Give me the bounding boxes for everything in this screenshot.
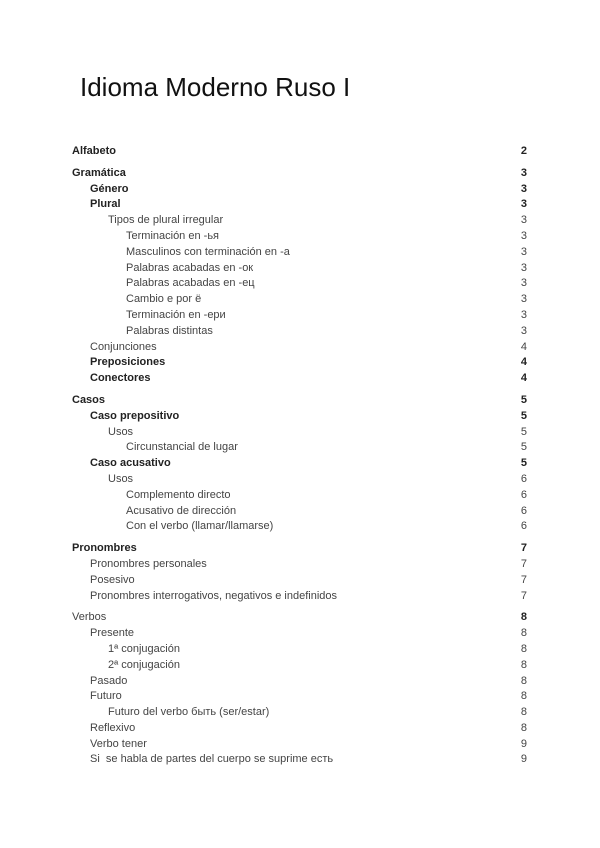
toc-entry[interactable]: [72, 371, 527, 387]
toc-entry[interactable]: [72, 472, 527, 488]
toc-entry-label: Futuro: [90, 690, 122, 703]
toc-entry-label: Preposiciones: [90, 356, 166, 369]
toc-entry[interactable]: [72, 276, 527, 292]
toc-entry-page: 3: [520, 229, 527, 242]
toc-entry-label: Palabras acabadas en -ок: [126, 261, 254, 274]
toc-entry[interactable]: [72, 425, 527, 441]
toc-entry[interactable]: [72, 488, 527, 504]
toc-entry-label: Reflexivo: [90, 721, 136, 734]
toc-entry[interactable]: [72, 245, 527, 261]
toc-entry-page: 6: [520, 488, 527, 501]
toc-entry-page: 3: [520, 245, 527, 258]
toc-entry-page: 9: [520, 737, 527, 750]
toc-entry-page: 5: [520, 393, 527, 406]
toc-entry[interactable]: [72, 229, 527, 245]
toc-entry[interactable]: [72, 541, 527, 557]
toc-entry-label: Gramática: [72, 166, 126, 179]
toc-entry-page: 6: [520, 472, 527, 485]
toc-entry-label: Pasado: [90, 674, 128, 687]
toc-entry-page: 3: [520, 277, 527, 290]
toc-entry[interactable]: [72, 737, 527, 753]
toc-entry[interactable]: [72, 213, 527, 229]
toc-entry-page: 6: [520, 520, 527, 533]
toc-entry-page: 5: [520, 409, 527, 422]
toc-entry-page: 3: [520, 308, 527, 321]
toc-entry-label: Si se habla de partes del cuerpo se suprime есть: [90, 753, 334, 766]
toc-entry-page: 3: [520, 293, 527, 306]
toc-entry-label: Posesivo: [90, 573, 135, 586]
toc-entry-label: Casos: [72, 393, 106, 406]
toc-entry[interactable]: [72, 409, 527, 425]
toc-entry[interactable]: [72, 658, 527, 674]
toc-entry-label: Presente: [90, 627, 135, 640]
toc-entry-page: 3: [520, 261, 527, 274]
toc-entry-page: 7: [520, 542, 527, 555]
toc-entry[interactable]: [72, 166, 527, 182]
toc-entry-label: Palabras distintas: [126, 324, 213, 337]
toc-entry-page: 8: [520, 658, 527, 671]
toc-entry[interactable]: [72, 721, 527, 737]
toc-entry-page: 9: [520, 753, 527, 766]
toc-entry-label: Complemento directo: [126, 488, 231, 501]
toc-entry-label: Circunstancial de lugar: [126, 441, 238, 454]
toc-entry-page: 4: [520, 340, 527, 353]
toc-entry-label: Terminación en -ья: [126, 229, 220, 242]
toc-entry[interactable]: [72, 324, 527, 340]
toc-entry[interactable]: [72, 519, 527, 535]
toc-entry-label: Usos: [108, 425, 134, 438]
toc-entry[interactable]: [72, 144, 527, 160]
toc-entry-page: 6: [520, 504, 527, 517]
toc-entry-page: 3: [520, 324, 527, 337]
toc-entry-label: Pronombres interrogativos, negativos e indefinidos: [90, 589, 338, 602]
toc-entry-label: Pronombres personales: [90, 557, 207, 570]
toc-entry[interactable]: [72, 182, 527, 198]
toc-entry[interactable]: [72, 626, 527, 642]
toc-entry-page: 5: [520, 441, 527, 454]
toc-entry[interactable]: [72, 752, 527, 768]
toc-entry-label: Acusativo de dirección: [126, 504, 237, 517]
toc-entry-label: Alfabeto: [72, 145, 116, 157]
toc-entry[interactable]: [72, 674, 527, 690]
toc-entry-page: 5: [520, 457, 527, 470]
toc-entry-page: 7: [520, 589, 527, 602]
toc-entry[interactable]: [72, 705, 527, 721]
toc-entry[interactable]: [72, 308, 527, 324]
toc-entry-page: 7: [520, 573, 527, 586]
toc-entry-label: Con el verbo (llamar/llamarse): [126, 520, 274, 533]
toc-entry-page: 8: [520, 627, 527, 640]
toc-entry-page: 5: [520, 425, 527, 438]
toc-entry-label: Caso prepositivo: [90, 409, 180, 422]
toc-entry[interactable]: [72, 456, 527, 472]
toc-entry-label: Conectores: [90, 372, 151, 385]
toc-entry[interactable]: [72, 610, 527, 626]
toc-entry-label: Pronombres: [72, 542, 137, 555]
toc-entry-page: 8: [520, 721, 527, 734]
toc-entry[interactable]: [72, 573, 527, 589]
toc-entry[interactable]: [72, 197, 527, 213]
toc-entry-label: Caso acusativo: [90, 457, 171, 470]
toc-entry-label: Género: [90, 182, 129, 195]
toc-entry-page: 8: [520, 690, 527, 703]
toc-entry-label: 1ª conjugación: [108, 642, 180, 655]
toc-entry-label: Verbo tener: [90, 737, 147, 750]
toc-entry-label: Tipos de plural irregular: [108, 214, 224, 227]
toc-entry-page: 3: [520, 166, 527, 179]
toc-entry-page: 4: [520, 372, 527, 385]
toc-entry-label: Cambio e por ë: [126, 293, 202, 306]
toc-entry-label: Usos: [108, 472, 134, 485]
toc-entry[interactable]: [72, 355, 527, 371]
toc-entry-label: Futuro del verbo быть (ser/estar): [108, 706, 270, 719]
toc-entry-label: Verbos: [72, 611, 107, 624]
toc-entry-page: 3: [520, 182, 527, 195]
toc-entry[interactable]: [72, 557, 527, 573]
toc-entry-label: Plural: [90, 198, 121, 211]
toc-entry-label: Masculinos con terminación en -a: [126, 245, 290, 258]
toc-entry-label: 2ª conjugación: [108, 658, 180, 671]
toc-entry[interactable]: [72, 589, 527, 605]
document-title: Idioma Moderno Ruso I: [80, 72, 351, 102]
toc-entry-page: 2: [520, 145, 527, 157]
toc-entry[interactable]: [72, 440, 527, 456]
toc-entry[interactable]: [72, 292, 527, 308]
toc-entry-page: 8: [520, 674, 527, 687]
toc-entry[interactable]: [72, 642, 527, 658]
toc-entry-page: 8: [520, 706, 527, 719]
toc-entry[interactable]: [72, 340, 527, 356]
toc-entry-page: 4: [520, 356, 527, 369]
toc-entry[interactable]: [72, 393, 527, 409]
toc-entry-label: Conjunciones: [90, 340, 157, 353]
toc-entry-label: Palabras acabadas en -ец: [126, 277, 255, 290]
toc-entry-page: 3: [520, 214, 527, 227]
toc-entry[interactable]: [72, 504, 527, 520]
toc-entry-page: 3: [520, 198, 527, 211]
toc-entry[interactable]: [72, 261, 527, 277]
toc-entry-label: Terminación en -ери: [126, 308, 226, 321]
toc-entry-page: 8: [520, 611, 527, 624]
toc-entry-page: 7: [520, 557, 527, 570]
toc-entry[interactable]: [72, 689, 527, 705]
table-of-contents: [72, 144, 527, 768]
toc-entry-page: 8: [520, 642, 527, 655]
